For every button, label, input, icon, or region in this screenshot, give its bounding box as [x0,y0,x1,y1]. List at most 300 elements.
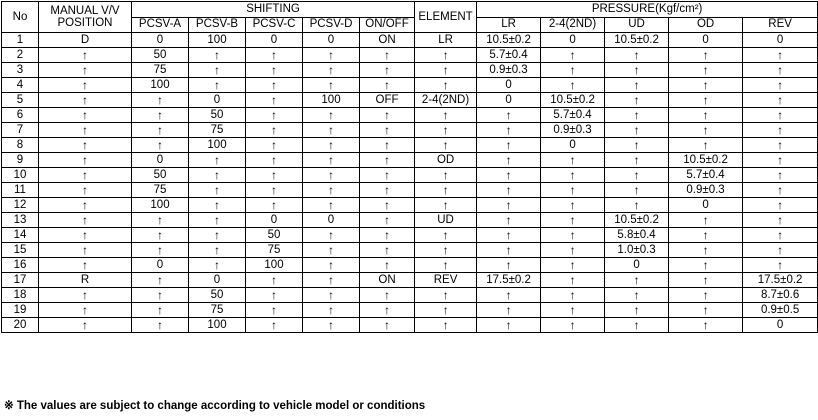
cell-pcsv-b: ↑ [189,78,246,93]
cell-pcsv-a: ↑ [132,288,189,303]
table-header [2,2,818,33]
cell-pcsv-d: ↑ [303,273,360,288]
cell-od: ↑ [669,48,743,63]
cell-pcsv-d: 0 [303,33,360,48]
cell-pcsv-c: ↑ [246,318,303,333]
cell-2-4-2nd: ↑ [541,243,605,258]
pressure-spec-table-container [1,1,817,333]
cell-2-4-2nd: ↑ [541,258,605,273]
cell-pcsv-d: ↑ [303,288,360,303]
cell-lr: 5.7±0.4 [477,48,541,63]
cell-pcsv-a: ↑ [132,303,189,318]
cell-pcsv-a: ↑ [132,123,189,138]
cell-rev: ↑ [743,78,818,93]
cell-od: ↑ [669,318,743,333]
cell-od: ↑ [669,243,743,258]
cell-pcsv-d: ↑ [303,48,360,63]
cell-pcsv-c: 100 [246,258,303,273]
header-on-off: ON/OFF [360,17,415,33]
cell-od: ↑ [669,288,743,303]
cell-element: ↑ [415,243,477,258]
cell-no: 14 [2,228,39,243]
cell-2-4-2nd: ↑ [541,228,605,243]
cell-manual-position: ↑ [39,213,132,228]
cell-pcsv-a: ↑ [132,273,189,288]
cell-2-4-2nd: ↑ [541,288,605,303]
cell-no: 2 [2,48,39,63]
cell-element: 2-4(2ND) [415,93,477,108]
cell-rev: 17.5±0.2 [743,273,818,288]
cell-rev: ↑ [743,228,818,243]
cell-pcsv-c: 0 [246,213,303,228]
cell-2-4-2nd: 0 [541,33,605,48]
cell-od: ↑ [669,273,743,288]
cell-2-4-2nd: ↑ [541,198,605,213]
cell-lr: ↑ [477,213,541,228]
table-row [2,273,818,288]
cell-2-4-2nd: ↑ [541,153,605,168]
cell-rev: 0 [743,33,818,48]
cell-pcsv-a: ↑ [132,228,189,243]
cell-pcsv-c: ↑ [246,288,303,303]
cell-rev: ↑ [743,108,818,123]
cell-on-off: ↑ [360,123,415,138]
table-row [2,288,818,303]
cell-od: ↑ [669,78,743,93]
cell-2-4-2nd: 0 [541,138,605,153]
cell-2-4-2nd: ↑ [541,318,605,333]
cell-pcsv-d: ↑ [303,318,360,333]
cell-manual-position: ↑ [39,63,132,78]
table-row [2,138,818,153]
cell-ud: ↑ [605,318,669,333]
cell-pcsv-a: ↑ [132,243,189,258]
table-row [2,93,818,108]
cell-no: 6 [2,108,39,123]
cell-on-off: ↑ [360,228,415,243]
cell-manual-position: ↑ [39,318,132,333]
cell-pcsv-a: 50 [132,48,189,63]
cell-pcsv-c: ↑ [246,198,303,213]
cell-2-4-2nd: ↑ [541,273,605,288]
cell-lr: 0 [477,78,541,93]
cell-lr: ↑ [477,123,541,138]
table-row [2,303,818,318]
header-lr: LR [477,17,541,33]
header-no: No [2,2,39,33]
cell-lr: ↑ [477,288,541,303]
cell-rev: ↑ [743,198,818,213]
cell-manual-position: D [39,33,132,48]
header-manual-line2: POSITION [57,17,113,29]
cell-manual-position: ↑ [39,108,132,123]
cell-manual-position: ↑ [39,123,132,138]
cell-od: ↑ [669,93,743,108]
cell-pcsv-b: 0 [189,273,246,288]
cell-ud: ↑ [605,123,669,138]
cell-lr: ↑ [477,153,541,168]
cell-pcsv-b: ↑ [189,153,246,168]
cell-ud: ↑ [605,93,669,108]
table-row [2,243,818,258]
header-pcsv-d: PCSV-D [303,17,360,33]
cell-pcsv-d: 100 [303,93,360,108]
table-body [2,33,818,333]
header-pcsv-b: PCSV-B [189,17,246,33]
cell-2-4-2nd: ↑ [541,183,605,198]
cell-rev: ↑ [743,93,818,108]
cell-on-off: ↑ [360,318,415,333]
cell-element: ↑ [415,228,477,243]
cell-od: ↑ [669,123,743,138]
cell-rev: 8.7±0.6 [743,288,818,303]
cell-od: ↑ [669,258,743,273]
cell-od: ↑ [669,63,743,78]
cell-2-4-2nd: ↑ [541,303,605,318]
cell-on-off: ↑ [360,153,415,168]
header-shifting: SHIFTING [132,2,415,18]
cell-element: ↑ [415,318,477,333]
cell-lr: 0.9±0.3 [477,63,541,78]
cell-on-off: ↑ [360,288,415,303]
cell-od: ↑ [669,213,743,228]
cell-element: ↑ [415,168,477,183]
cell-lr: ↑ [477,318,541,333]
cell-pcsv-c: 75 [246,243,303,258]
cell-pcsv-c: ↑ [246,168,303,183]
cell-pcsv-d: ↑ [303,153,360,168]
cell-on-off: ↑ [360,63,415,78]
cell-pcsv-d: ↑ [303,108,360,123]
cell-manual-position: ↑ [39,78,132,93]
cell-rev: ↑ [743,258,818,273]
cell-rev: ↑ [743,168,818,183]
header-pcsv-a: PCSV-A [132,17,189,33]
cell-ud: ↑ [605,63,669,78]
cell-on-off: ↑ [360,78,415,93]
cell-pcsv-b: 100 [189,318,246,333]
cell-rev: ↑ [743,48,818,63]
cell-lr: 0 [477,93,541,108]
cell-lr: ↑ [477,168,541,183]
cell-pcsv-a: 0 [132,33,189,48]
cell-pcsv-b: ↑ [189,243,246,258]
cell-element: ↑ [415,303,477,318]
cell-pcsv-a: ↑ [132,108,189,123]
cell-2-4-2nd: 5.7±0.4 [541,108,605,123]
cell-pcsv-a: ↑ [132,138,189,153]
cell-ud: 5.8±0.4 [605,228,669,243]
cell-pcsv-b: ↑ [189,168,246,183]
cell-manual-position: R [39,273,132,288]
cell-od: 0 [669,198,743,213]
table-row [2,318,818,333]
table-row [2,123,818,138]
table-row [2,198,818,213]
table-row [2,213,818,228]
header-rev: REV [743,17,818,33]
cell-element: ↑ [415,258,477,273]
cell-manual-position: ↑ [39,228,132,243]
table-row [2,63,818,78]
footnote: ※ The values are subject to change according to vehicle model or conditions [4,400,426,412]
cell-od: ↑ [669,228,743,243]
cell-pcsv-b: 50 [189,108,246,123]
cell-element: ↑ [415,48,477,63]
cell-pcsv-d: ↑ [303,123,360,138]
cell-pcsv-a: 100 [132,78,189,93]
cell-manual-position: ↑ [39,138,132,153]
cell-on-off: ↑ [360,198,415,213]
cell-pcsv-a: 75 [132,183,189,198]
cell-od: ↑ [669,108,743,123]
cell-no: 4 [2,78,39,93]
cell-no: 8 [2,138,39,153]
cell-pcsv-a: 0 [132,258,189,273]
cell-element: LR [415,33,477,48]
cell-element: ↑ [415,78,477,93]
cell-pcsv-b: 75 [189,303,246,318]
cell-lr: ↑ [477,303,541,318]
table-row [2,33,818,48]
cell-manual-position: ↑ [39,153,132,168]
cell-no: 18 [2,288,39,303]
header-pressure: PRESSURE(Kgf/cm²) [477,2,818,18]
cell-rev: ↑ [743,123,818,138]
cell-rev: 0.9±0.5 [743,303,818,318]
cell-element: OD [415,153,477,168]
cell-on-off: OFF [360,93,415,108]
cell-pcsv-c: ↑ [246,153,303,168]
cell-ud: ↑ [605,78,669,93]
cell-lr: ↑ [477,258,541,273]
cell-rev: 0 [743,318,818,333]
cell-lr: ↑ [477,198,541,213]
table-row [2,258,818,273]
cell-on-off: ↑ [360,138,415,153]
cell-pcsv-d: ↑ [303,243,360,258]
cell-manual-position: ↑ [39,198,132,213]
cell-pcsv-d: ↑ [303,78,360,93]
cell-manual-position: ↑ [39,168,132,183]
cell-on-off: ↑ [360,213,415,228]
cell-pcsv-a: 100 [132,198,189,213]
cell-on-off: ON [360,273,415,288]
cell-ud: 10.5±0.2 [605,213,669,228]
cell-no: 9 [2,153,39,168]
cell-pcsv-a: ↑ [132,213,189,228]
cell-pcsv-c: ↑ [246,123,303,138]
cell-lr: ↑ [477,108,541,123]
cell-od: 10.5±0.2 [669,153,743,168]
cell-pcsv-b: 50 [189,288,246,303]
cell-no: 19 [2,303,39,318]
cell-pcsv-c: ↑ [246,303,303,318]
cell-pcsv-b: ↑ [189,183,246,198]
cell-2-4-2nd: ↑ [541,168,605,183]
cell-2-4-2nd: ↑ [541,78,605,93]
cell-rev: ↑ [743,213,818,228]
cell-pcsv-a: 50 [132,168,189,183]
cell-no: 7 [2,123,39,138]
cell-2-4-2nd: 0.9±0.3 [541,123,605,138]
cell-pcsv-a: 75 [132,63,189,78]
cell-ud: ↑ [605,168,669,183]
cell-manual-position: ↑ [39,288,132,303]
cell-ud: ↑ [605,183,669,198]
cell-no: 5 [2,93,39,108]
cell-no: 17 [2,273,39,288]
cell-ud: ↑ [605,48,669,63]
cell-ud: ↑ [605,198,669,213]
cell-pcsv-c: ↑ [246,183,303,198]
cell-pcsv-b: 0 [189,93,246,108]
table-row [2,108,818,123]
cell-pcsv-c: ↑ [246,108,303,123]
cell-lr: ↑ [477,243,541,258]
header-manual-line1: MANUAL V/V [50,5,120,17]
cell-element: UD [415,213,477,228]
cell-no: 16 [2,258,39,273]
cell-manual-position: ↑ [39,183,132,198]
cell-element: ↑ [415,138,477,153]
cell-rev: ↑ [743,153,818,168]
cell-rev: ↑ [743,183,818,198]
header-element: ELEMENT [415,2,477,33]
cell-lr: 17.5±0.2 [477,273,541,288]
cell-manual-position: ↑ [39,243,132,258]
cell-pcsv-b: ↑ [189,213,246,228]
cell-pcsv-c: ↑ [246,93,303,108]
cell-pcsv-a: ↑ [132,318,189,333]
cell-no: 1 [2,33,39,48]
cell-rev: ↑ [743,243,818,258]
cell-ud: 10.5±0.2 [605,33,669,48]
cell-pcsv-c: 50 [246,228,303,243]
cell-manual-position: ↑ [39,303,132,318]
cell-pcsv-c: ↑ [246,48,303,63]
cell-rev: ↑ [743,138,818,153]
cell-on-off: ↑ [360,183,415,198]
cell-manual-position: ↑ [39,48,132,63]
cell-2-4-2nd: ↑ [541,63,605,78]
cell-pcsv-d: ↑ [303,258,360,273]
cell-lr: ↑ [477,228,541,243]
header-manual-valve-position [39,2,132,33]
cell-element: ↑ [415,288,477,303]
cell-no: 20 [2,318,39,333]
cell-pcsv-b: ↑ [189,258,246,273]
cell-ud: ↑ [605,288,669,303]
table-row [2,168,818,183]
cell-element: REV [415,273,477,288]
cell-pcsv-c: ↑ [246,138,303,153]
cell-pcsv-d: ↑ [303,168,360,183]
cell-on-off: ↑ [360,258,415,273]
cell-pcsv-b: 100 [189,33,246,48]
cell-no: 13 [2,213,39,228]
cell-no: 10 [2,168,39,183]
cell-lr: 10.5±0.2 [477,33,541,48]
cell-ud: 0 [605,258,669,273]
cell-pcsv-d: ↑ [303,198,360,213]
cell-pcsv-b: 75 [189,123,246,138]
cell-pcsv-b: ↑ [189,63,246,78]
cell-pcsv-b: ↑ [189,198,246,213]
cell-on-off: ↑ [360,243,415,258]
cell-pcsv-c: 0 [246,33,303,48]
cell-element: ↑ [415,123,477,138]
cell-pcsv-c: ↑ [246,63,303,78]
cell-ud: ↑ [605,108,669,123]
cell-od: 0 [669,33,743,48]
header-ud: UD [605,17,669,33]
cell-no: 15 [2,243,39,258]
cell-pcsv-a: 0 [132,153,189,168]
header-od: OD [669,17,743,33]
cell-pcsv-d: ↑ [303,138,360,153]
cell-manual-position: ↑ [39,93,132,108]
cell-ud: ↑ [605,138,669,153]
cell-2-4-2nd: ↑ [541,48,605,63]
cell-on-off: ↑ [360,303,415,318]
pressure-spec-table [1,1,818,333]
cell-on-off: ↑ [360,168,415,183]
cell-ud: ↑ [605,303,669,318]
cell-pcsv-d: ↑ [303,303,360,318]
cell-no: 3 [2,63,39,78]
cell-element: ↑ [415,108,477,123]
cell-ud: ↑ [605,273,669,288]
cell-on-off: ↑ [360,108,415,123]
cell-pcsv-d: ↑ [303,63,360,78]
cell-od: 0.9±0.3 [669,183,743,198]
cell-od: 5.7±0.4 [669,168,743,183]
cell-pcsv-d: ↑ [303,183,360,198]
cell-pcsv-d: 0 [303,213,360,228]
table-row [2,228,818,243]
cell-od: ↑ [669,138,743,153]
cell-on-off: ON [360,33,415,48]
cell-ud: ↑ [605,153,669,168]
cell-lr: ↑ [477,138,541,153]
table-row [2,78,818,93]
table-row [2,153,818,168]
cell-rev: ↑ [743,63,818,78]
cell-2-4-2nd: 10.5±0.2 [541,93,605,108]
cell-no: 12 [2,198,39,213]
table-row [2,183,818,198]
cell-pcsv-c: ↑ [246,78,303,93]
cell-pcsv-b: 100 [189,138,246,153]
cell-element: ↑ [415,198,477,213]
cell-od: ↑ [669,303,743,318]
header-2-4-2nd: 2-4(2ND) [541,17,605,33]
table-row [2,48,818,63]
cell-element: ↑ [415,63,477,78]
cell-manual-position: ↑ [39,258,132,273]
cell-element: ↑ [415,183,477,198]
cell-pcsv-d: ↑ [303,228,360,243]
cell-pcsv-b: ↑ [189,228,246,243]
cell-no: 11 [2,183,39,198]
cell-pcsv-a: ↑ [132,93,189,108]
cell-2-4-2nd: ↑ [541,213,605,228]
header-pcsv-c: PCSV-C [246,17,303,33]
cell-pcsv-c: ↑ [246,273,303,288]
cell-ud: 1.0±0.3 [605,243,669,258]
cell-lr: ↑ [477,183,541,198]
